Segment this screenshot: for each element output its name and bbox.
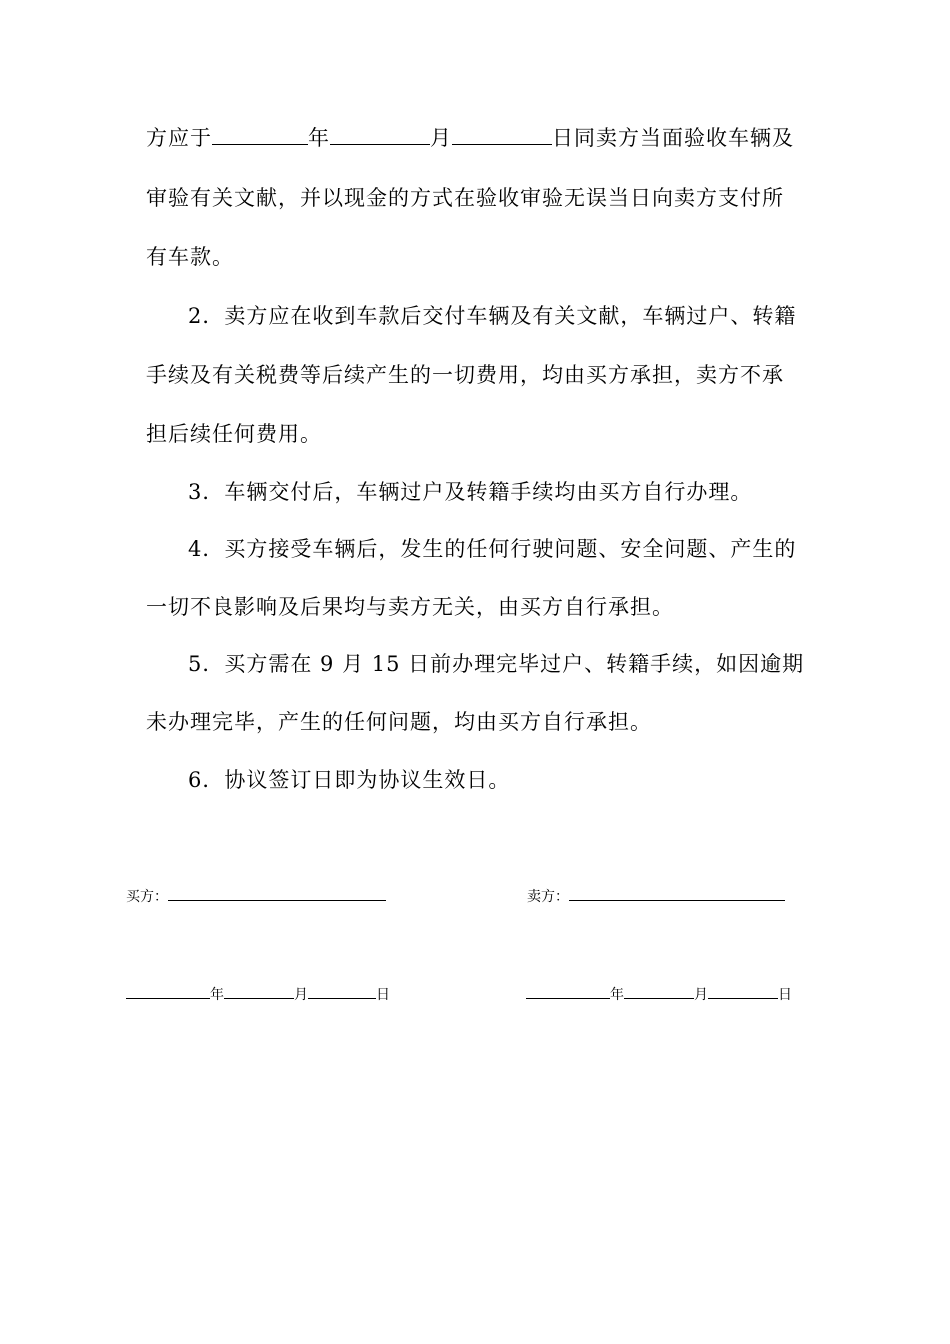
buyer-date-year-label: 年 [210, 987, 224, 1003]
buyer-date-month-blank [224, 986, 294, 999]
buyer-date-year-blank [126, 986, 210, 999]
text-segment: 年 [308, 126, 330, 150]
buyer-signature-blank [168, 888, 386, 901]
paragraph-2-line-3: 担后续任何费用。 [146, 422, 322, 446]
paragraph-5-line-2: 未办理完毕，产生的任何问题，均由买方自行承担。 [146, 710, 652, 734]
seller-date-year-blank [526, 986, 610, 999]
seller-date-day-label: 日 [778, 987, 792, 1003]
buyer-date-line [126, 986, 390, 1004]
seller-date-line [526, 986, 792, 1004]
blank-month [330, 126, 430, 145]
paragraph-3-line-1: 3．车辆交付后，车辆过户及转籍手续均由买方自行办理。 [188, 480, 753, 504]
buyer-signature-line [126, 888, 386, 906]
buyer-date-day-label: 日 [376, 987, 390, 1003]
seller-signature-line [527, 888, 785, 906]
paragraph-5-line-1: 5．买方需在 9 月 15 日前办理完毕过户、转籍手续，如因逾期 [188, 652, 805, 676]
paragraph-1-line-1 [146, 124, 794, 152]
paragraph-1-line-3: 有车款。 [146, 245, 234, 269]
seller-date-day-blank [708, 986, 778, 999]
text-segment: 方应于 [146, 126, 212, 150]
paragraph-2-line-1: 2．卖方应在收到车款后交付车辆及有关文献，车辆过户、转籍 [188, 304, 797, 328]
seller-date-month-label: 月 [694, 987, 708, 1003]
paragraph-4-line-1: 4．买方接受车辆后，发生的任何行驶问题、安全问题、产生的 [188, 537, 797, 561]
blank-day [452, 126, 552, 145]
buyer-label: 买方： [126, 889, 168, 905]
buyer-date-day-blank [308, 986, 376, 999]
seller-date-year-label: 年 [610, 987, 624, 1003]
seller-date-month-blank [624, 986, 694, 999]
paragraph-1-line-2: 审验有关文献，并以现金的方式在验收审验无误当日向卖方支付所 [146, 186, 784, 210]
seller-label: 卖方： [527, 889, 569, 905]
paragraph-6-line-1: 6．协议签订日即为协议生效日。 [188, 768, 511, 792]
text-segment: 日同卖方当面验收车辆及 [552, 126, 794, 150]
blank-year [212, 126, 308, 145]
paragraph-4-line-2: 一切不良影响及后果均与卖方无关，由买方自行承担。 [146, 595, 674, 619]
buyer-date-month-label: 月 [294, 987, 308, 1003]
text-segment: 月 [430, 126, 452, 150]
seller-signature-blank [569, 888, 785, 901]
paragraph-2-line-2: 手续及有关税费等后续产生的一切费用，均由买方承担，卖方不承 [146, 363, 784, 387]
